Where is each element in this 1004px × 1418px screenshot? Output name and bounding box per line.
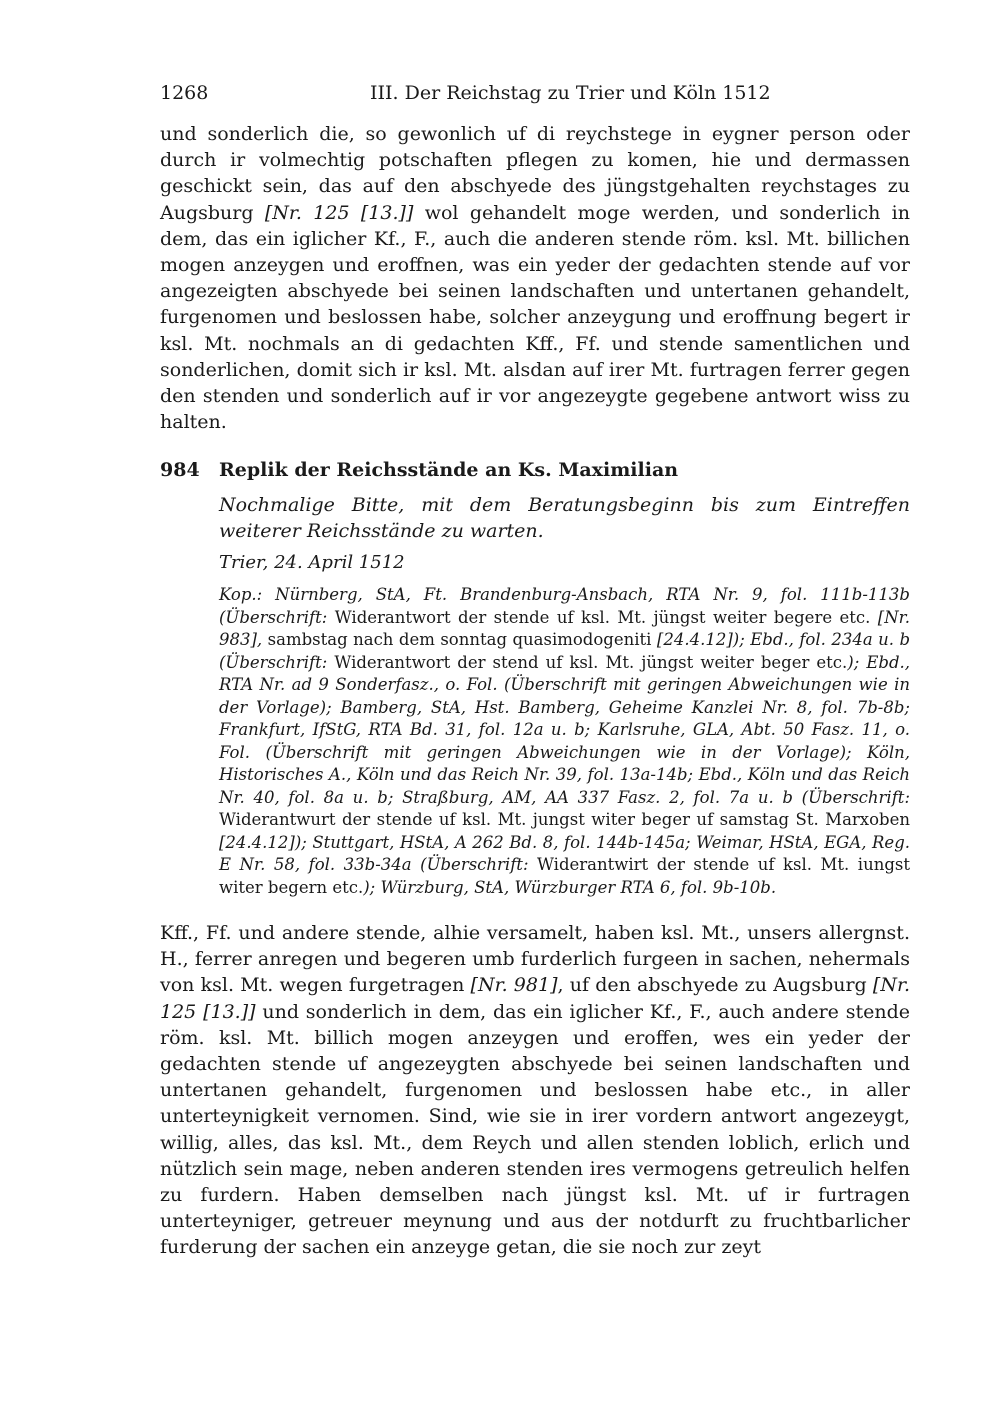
apparatus-text: Kop.: Nürnberg, StA, Ft. Brandenburg-Ansbach, RTA Nr. 9, fol. 111b-113b (Überschrift: [219,585,910,627]
cross-reference: [Nr. 125 [13.]] [264,201,414,224]
text-run: und sonderlich in dem, das ein iglicher Kf., F., auch andere stende röm. ksl. Mt. billich mogen anzeygen und eroffen, wes ein yeder der gedachten stende uf angezeygten abschyede bei seinen landschaften und untertanen gehandelt, furgenomen und beslossen habe etc., in aller unterteynigkeit vernomen. Sind, wie sie in irer vordern antwort angezeygt, willig, alles, das ksl. Mt., dem Reych und allen stenden loblich, erlich und nützlich sein mage, neben anderen stenden ires vermogens getreulich helfen zu furdern. Haben demselben nach jüngst ksl. Mt. uf ir furtragen unterteyniger, getreuer meynung und aus der notdurft zu fruchtbarlicher furderung der sachen ein anzeyge getan, die sie noch zur zeyt [160,1000,910,1259]
body-paragraph-1 [160,121,910,435]
apparatus-text: ); Ebd., RTA Nr. ad 9 Sonderfasz., o. Fol. (Überschrift mit geringen Abweichungen wie in der Vorlage); Bamberg, StA, Hst. Bamberg, Geheime Kanzlei Nr. 8, fol. 7b-8b; Frankfurt, IfStG, RTA Bd. 31, fol. 12a u. b; Karlsruhe, GLA, Abt. 50 Fasz. 11, o. Fol. (Überschrift mit geringen Abweichungen wie in der Vorlage); Köln, Historisches A., Köln und das Reich Nr. 39, fol. 13a-14b; Ebd., Köln und das Reich Nr. 40, fol. 8a u. b; Straßburg, AM, AA 337 Fasz. 2, fol. 7a u. b (Überschrift: [219,652,910,807]
running-title: III. Der Reichstag zu Trier und Köln 1512 [370,82,771,104]
text-run: und sonderlich die, so gewonlich uf di reychstege in eygner person oder durch ir volmechtig potschaften pflegen zu komen, hie und dermassen geschickt sein, das auf den abschyede des jüngstgehalten reychstages zu Augsburg [160,123,910,224]
apparatus-text: [24.4.12]); Ebd., fol. 234a u. b (Überschrift: [219,630,911,672]
body-paragraph-2 [160,920,910,1261]
text-run: wol gehandelt moge werden, und sonderlich in dem, das ein iglicher Kf., F., auch die anderen stende röm. ksl. Mt. billichen mogen anzeygen und eroffnen, was ein yeder der gedachten stende auf vor angezeigten abschyede bei seinen landschaften und untertanen gehandelt, furgenomen und beslossen habe, solcher anzeygung und eroffnung begert ir ksl. Mt. nochmals an di gedachten Kff., Ff. und stende samentlichen und sonderlichen, domit sich ir ksl. Mt. alsdan auf irer Mt. furtragen ferrer gegen den stenden und sonderlich auf ir vor angezeygte gegebene antwort wiss zu halten. [160,201,910,434]
apparatus-text: [24.4.12]); Stuttgart, HStA, A 262 Bd. 8, fol. 144b-145a; Weimar, HStA, EGA, Reg. E Nr. 58, fol. 33b-34a (Überschrift: [219,832,910,874]
source-quote: Widerantwort der stende uf ksl. Mt. jüngst weiter begere etc. [334,607,871,627]
dateline: Trier, 24. April 1512 [219,552,405,573]
source-apparatus [219,584,910,899]
page-number: 1268 [160,82,209,104]
document-title: Replik der Reichsstände an Ks. Maximilian [219,459,679,481]
source-quote: sambstag nach dem sonntag quasimodogeniti [267,630,652,649]
regest: Nochmalige Bitte, mit dem Beratungsbeginn bis zum Eintreffen weiterer Reichsstände zu warten. [219,494,910,542]
apparatus-text: [Nr. 983], [219,607,910,649]
source-quote: Widerantwirt der stende uf ksl. Mt. iungst witer begern etc. [219,855,910,897]
apparatus-text: ); Würzburg, StA, Würzburger RTA 6, fol. 9b-10b. [363,877,777,897]
cross-reference: [Nr. 981] [470,974,558,997]
text-run: Kff., Ff. und andere stende, alhie versamelt, haben ksl. Mt., unsers allergnst. H., ferrer anregen und begeren umb furderlich furgeen in sachen, nehermals von ksl. Mt. wegen furgetragen [160,922,910,997]
cross-reference: [Nr. 125 [13.]] [160,974,910,1023]
document-number: 984 [160,459,200,481]
source-quote: Widerantwort der stend uf ksl. Mt. jüngst weiter beger etc. [334,652,848,672]
text-run: , uf den abschyede zu Augsburg [557,974,873,997]
source-quote: Widerantwurt der stende uf ksl. Mt. jungst witer beger uf samstag St. Marxoben [219,810,910,829]
